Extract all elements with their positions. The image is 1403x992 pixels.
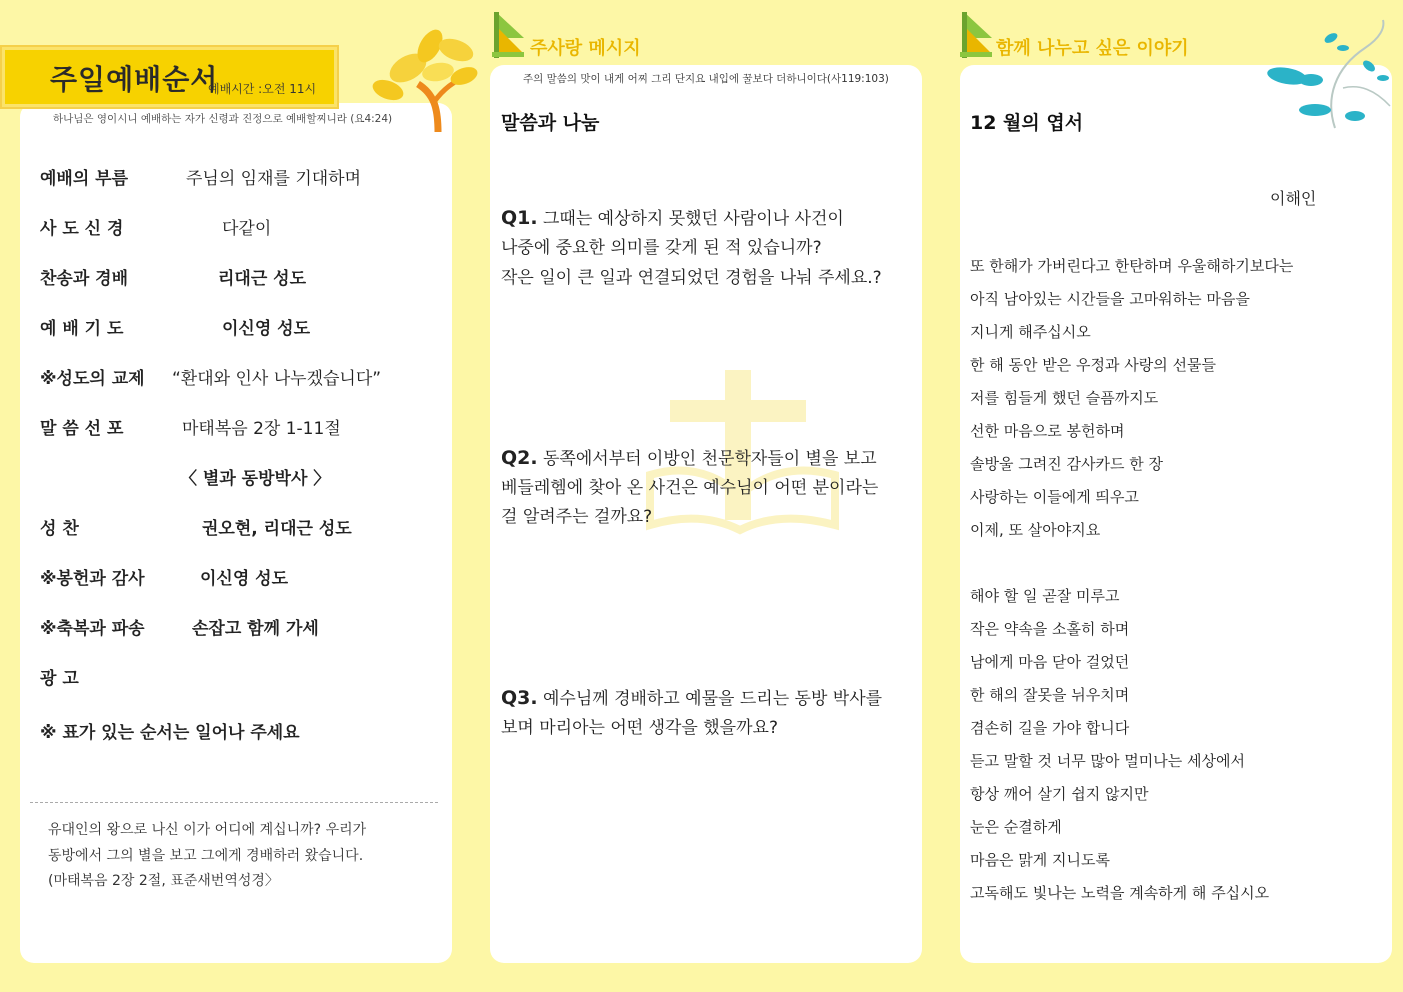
- poem-line: 저를 힘들게 했던 슬픔까지도: [970, 389, 1159, 407]
- question-3: Q3. 예수님께 경배하고 예물을 드리는 동방 박사를: [501, 687, 883, 709]
- section-title-message: 주사랑 메시지: [530, 38, 641, 59]
- poem-line: 고독해도 빛나는 노력을 계속하게 해 주십시오: [970, 884, 1270, 902]
- question-number: Q1.: [501, 207, 538, 229]
- order-label: 예배의 부름: [40, 169, 129, 189]
- header-verse: 하나님은 영이시니 예배하는 자가 신령과 진정으로 예배할찌니라 (요4:24): [53, 113, 393, 125]
- poem-line: 남에게 마음 닫아 걸었던: [970, 653, 1130, 671]
- footer-verse-line: (마태복음 2장 2절, 표준새번역성경〉: [48, 873, 279, 889]
- poem-line: 해야 할 일 곧잘 미루고: [970, 587, 1120, 605]
- message-heading: 말씀과 나눔: [501, 112, 600, 134]
- order-value: “환대와 인사 나누겠습니다”: [172, 369, 382, 389]
- question-1-line: 작은 일이 큰 일과 연결되었던 경험을 나눠 주세요.?: [501, 268, 882, 288]
- footer-verse-line: 유대인의 왕으로 나신 이가 어디에 계십니까? 우리가: [48, 822, 367, 838]
- worship-time: 예배시간 :오전 11시: [208, 82, 317, 96]
- poem-line: 또 한해가 가버린다고 한탄하며 우울해하기보다는: [970, 257, 1294, 275]
- sermon-title: 〈 별과 동방박사 〉: [180, 469, 331, 489]
- question-1: Q1. 그때는 예상하지 못했던 사람이나 사건이: [501, 207, 844, 229]
- order-label: ※봉헌과 감사: [40, 569, 145, 589]
- floral-decoration-icon: [1265, 18, 1395, 130]
- order-value: 이신영 성도: [200, 569, 289, 589]
- poem-line: 듣고 말할 것 너무 많아 멀미나는 세상에서: [970, 752, 1245, 770]
- question-number: Q3.: [501, 687, 538, 709]
- order-label: ※축복과 파송: [40, 619, 145, 639]
- divider: [30, 802, 438, 803]
- poem-line: 사랑하는 이들에게 띄우고: [970, 488, 1139, 506]
- poem-line: 솔방울 그려진 감사카드 한 장: [970, 455, 1163, 473]
- poem-line: 눈은 순결하게: [970, 818, 1062, 836]
- question-3-line: 보며 마리아는 어떤 생각을 했을까요?: [501, 718, 778, 738]
- order-label: 성 찬: [40, 519, 79, 539]
- message-verse: 주의 말씀의 맛이 내게 어찌 그리 단지요 내입에 꿀보다 더하니이다(사119:103): [523, 73, 889, 85]
- order-note: ※ 표가 있는 순서는 일어나 주세요: [40, 723, 300, 743]
- order-value: 리대근 성도: [218, 269, 307, 289]
- section-title-story: 함께 나누고 싶은 이야기: [996, 38, 1189, 59]
- poem-line: 작은 약속을 소홀히 하며: [970, 620, 1130, 638]
- question-2-line: 걸 알려주는 걸까요?: [501, 507, 653, 527]
- poem-line: 아직 남아있는 시간들을 고마워하는 마음을: [970, 290, 1250, 308]
- tree-section-icon: [492, 12, 526, 58]
- order-value: 권오현, 리대근 성도: [202, 519, 352, 539]
- question-2: Q2. 동쪽에서부터 이방인 천문학자들이 별을 보고: [501, 447, 877, 469]
- poem-line: 이제, 또 살아야지요: [970, 521, 1101, 539]
- order-value: 마태복음 2장 1-11절: [182, 419, 341, 439]
- order-label: 찬송과 경배: [40, 269, 129, 289]
- footer-verse-line: 동방에서 그의 별을 보고 그에게 경배하러 왔습니다.: [48, 848, 364, 864]
- poem-author: 이해인: [1270, 189, 1317, 208]
- question-2-line: 베들레헴에 찾아 온 사건은 예수님이 어떤 분이라는: [501, 478, 879, 498]
- order-label: ※성도의 교제: [40, 369, 145, 389]
- poem-line: 마음은 맑게 지니도록: [970, 851, 1110, 869]
- poem-line: 한 해 동안 받은 우정과 사랑의 선물들: [970, 356, 1216, 374]
- question-1-line: 나중에 중요한 의미를 갖게 된 적 있습니까?: [501, 238, 822, 258]
- order-label: 광 고: [40, 669, 79, 689]
- poem-line: 항상 깨어 살기 쉽지 않지만: [970, 785, 1149, 803]
- poem-line: 한 해의 잘못을 뉘우치며: [970, 686, 1130, 704]
- question-number: Q2.: [501, 447, 538, 469]
- page-title: 주일예배순서: [50, 63, 219, 96]
- order-value: 주님의 임재를 기대하며: [186, 169, 362, 189]
- order-value: 이신영 성도: [222, 319, 311, 339]
- order-label: 말 씀 선 포: [40, 419, 124, 439]
- order-label: 사 도 신 경: [40, 219, 124, 239]
- tree-section-icon: [960, 12, 994, 58]
- order-value: 손잡고 함께 가세: [192, 619, 319, 639]
- order-value: 다같이: [222, 219, 272, 239]
- poem-line: 선한 마음으로 봉헌하며: [970, 422, 1125, 440]
- order-label: 예 배 기 도: [40, 319, 124, 339]
- poem-line: 겸손히 길을 가야 합니다: [970, 719, 1130, 737]
- poem-line: 지니게 해주십시오: [970, 323, 1091, 341]
- poem-title: 12 월의 엽서: [970, 112, 1084, 134]
